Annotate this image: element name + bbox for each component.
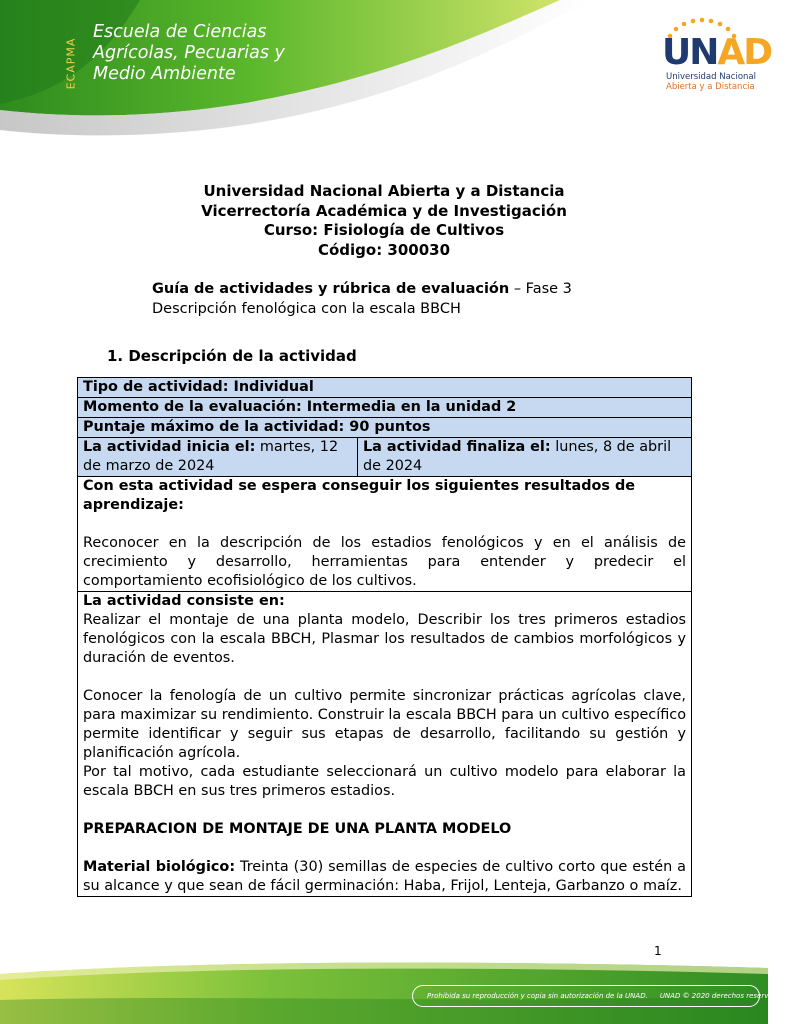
separator	[651, 988, 657, 1004]
table-row	[78, 398, 692, 418]
title-line: Código: 300030	[317, 240, 451, 259]
activity-type-cell: Tipo de actividad: Individual	[78, 378, 692, 398]
school-name-line: Escuela de Ciencias	[93, 22, 267, 42]
school-name-line: Medio Ambiente	[93, 64, 236, 84]
paragraph: Conocer la fenología de un cultivo permite sincronizar prácticas agrícolas clave, para maximizar su rendimiento. Construir la escala BBCH para un cultivo específico permite identificar y seguir sus etapas de desarrollo, facilitando su gestión y planificación agrícola.	[83, 688, 686, 761]
activity-description-cell	[78, 592, 692, 897]
paragraph: Por tal motivo, cada estudiante seleccionará un cultivo modelo para elaborar la escala BBCH en sus tres primeros estadios.	[83, 764, 686, 799]
ecapma-vertical-label: ECAPMA	[64, 37, 78, 89]
title-line: Vicerrectoría Académica y de Investigación	[201, 201, 567, 220]
start-date-cell: La actividad inicia el: martes, 12 de marzo de 2024	[78, 438, 358, 477]
school-name	[93, 22, 285, 85]
reproduction-notice: Prohibida su reproducción y copia sin autorización de la UNAD.	[427, 992, 648, 1000]
guide-subtitle: Descripción fenológica con la escala BBCH	[152, 301, 461, 317]
learning-outcomes-text: Reconocer en la descripción de los estadios fenológicos y en el análisis de crecimiento y desarrollo, herramientas para entender y predecir el comportamiento ecofisiológico de los cultivos.	[83, 535, 686, 589]
guide-phase: – Fase 3	[509, 281, 572, 297]
table-row	[78, 438, 692, 477]
activity-description-heading: La actividad consiste en:	[83, 593, 285, 609]
document-title-block	[0, 182, 768, 260]
guide-heading	[152, 279, 572, 319]
biological-material-paragraph: Material biológico: Treinta (30) semillas de especies de cultivo corto que estén a su alcance y que sean de fácil germinación: Haba, Frijol, Lenteja, Garbanzo o maíz.	[83, 859, 686, 894]
page-header	[0, 0, 772, 150]
copyright-notice	[412, 985, 787, 1007]
table-row	[78, 418, 692, 438]
table-row	[78, 477, 692, 592]
rights-notice: UNAD © 2020 derechos reservados.	[659, 992, 787, 1000]
logo-wordmark: UNAD	[662, 32, 772, 73]
table-row	[78, 378, 692, 398]
title-line: Universidad Nacional Abierta y a Distancia	[203, 182, 565, 200]
paragraph: Realizar el montaje de una planta modelo, Describir los tres primeros estadios fenológicos con la escala BBCH, Plasmar los resultados de cambios morfológicos y duración de eventos.	[83, 612, 686, 666]
learning-outcomes-heading: Con esta actividad se espera conseguir los siguientes resultados de aprendizaje:	[83, 478, 636, 513]
unad-logo	[656, 18, 772, 98]
logo-subtitle: Universidad Nacional Abierta y a Distancia	[666, 72, 756, 92]
end-date-cell: La actividad finaliza el: lunes, 8 de abril de 2024	[358, 438, 692, 477]
table-row	[78, 592, 692, 897]
max-score-cell: Puntaje máximo de la actividad: 90 puntos	[78, 418, 692, 438]
evaluation-moment-cell: Momento de la evaluación: Intermedia en la unidad 2	[78, 398, 692, 418]
learning-outcomes-cell	[78, 477, 692, 592]
section-heading: 1. Descripción de la actividad	[107, 347, 357, 365]
school-name-line: Agrícolas, Pecuarias y	[93, 43, 285, 63]
title-line: Curso: Fisiología de Cultivos	[263, 221, 505, 239]
preparation-heading: PREPARACION DE MONTAJE DE UNA PLANTA MODELO	[83, 821, 512, 837]
guide-title: Guía de actividades y rúbrica de evaluación	[152, 281, 510, 297]
page-number: 1	[654, 944, 662, 958]
activity-table	[77, 377, 692, 897]
